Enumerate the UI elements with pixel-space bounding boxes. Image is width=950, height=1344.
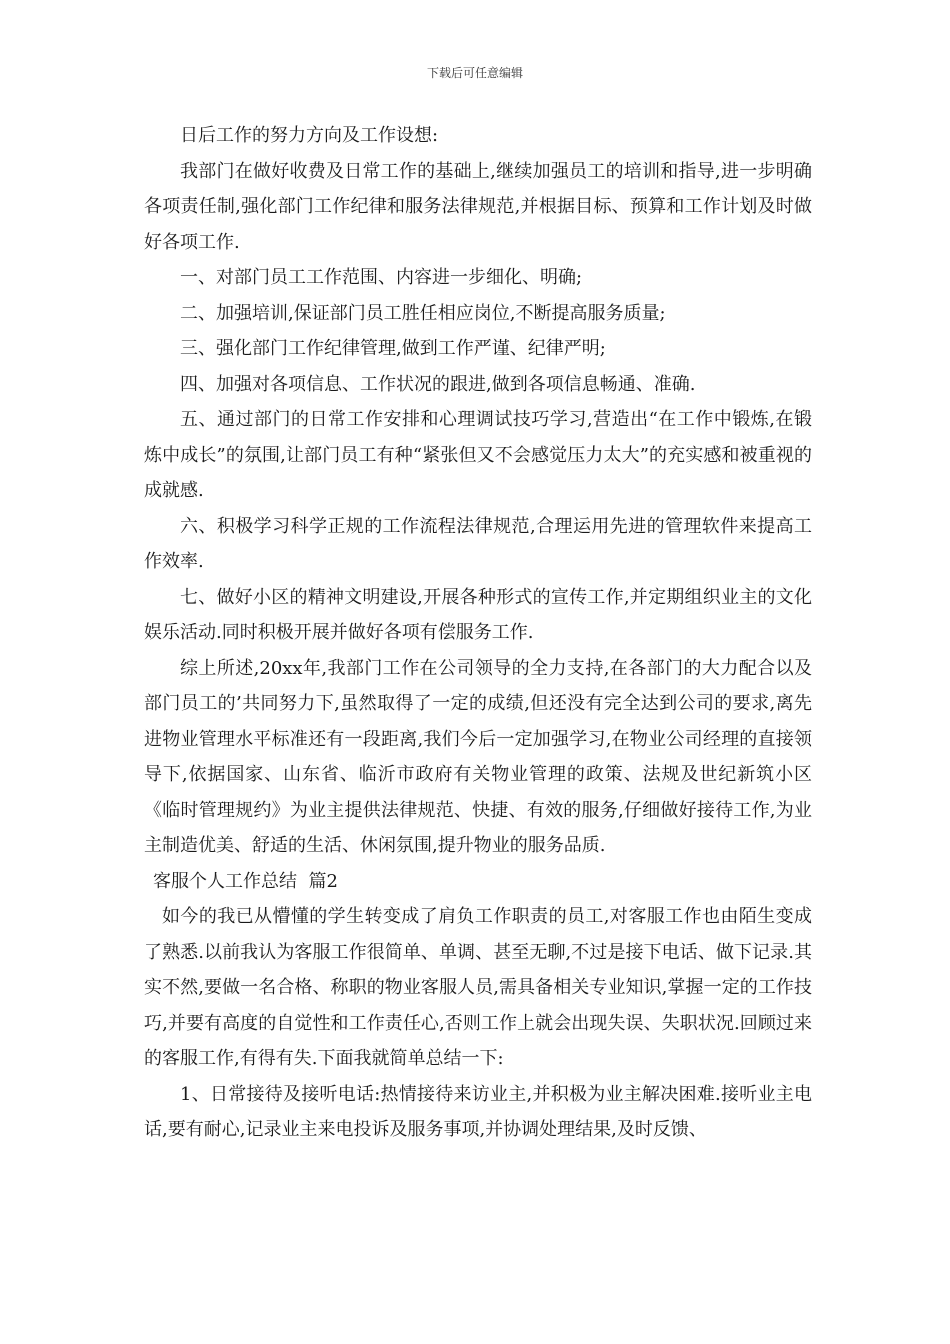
page-header: 下载后可任意编辑 — [426, 66, 523, 80]
paragraph: 1、日常接待及接听电话:热情接待来访业主,并积极为业主解决困难.接听业主电话,要有耐心,记录业主来电投诉及服务事项,并协调处理结果,及时反馈、 — [144, 1083, 812, 1140]
paragraph: 五、通过部门的日常工作安排和心理调试技巧学习,营造出“在工作中锻炼,在锻炼中成长”的氛围,让部门员工有种“紧张但又不会感觉压力太大”的充实感和被重视的成就感. — [144, 409, 812, 501]
paragraph: 六、积极学习科学正规的工作流程法律规范,合理运用先进的管理软件来提高工作效率. — [144, 515, 812, 572]
paragraph: 日后工作的努力方向及工作设想: — [180, 125, 439, 146]
document-body — [144, 118, 812, 1148]
section-title: 客服个人工作总结 篇2 — [153, 870, 338, 892]
paragraph: 综上所述,20xx年,我部门工作在公司领导的全力支持,在各部门的大力配合以及部门员工的’共同努力下,虽然取得了一定的成绩,但还没有完全达到公司的要求,离先进物业管理水平标准还有一段距离,我们今后一定加强学习,在物业公司经理的直接领导下,依据国家、山东省、临沂市政府有关物业管理的政策、法规及世纪新筑小区《临时管理规约》为业主提供法律规范、快捷、有效的服务,仔细做好接待工作,为业主制造优美、舒适的生活、休闲氛围,提升物业的服务品质. — [144, 657, 812, 856]
paragraph: 如今的我已从懵懂的学生转变成了肩负工作职责的员工,对客服工作也由陌生变成了熟悉.以前我认为客服工作很简单、单调、甚至无聊,不过是接下电话、做下记录.其实不然,要做一名合格、称职的物业客服人员,需具备相关专业知识,掌握一定的工作技巧,并要有高度的自觉性和工作责任心,否则工作上就会出现失误、失职状况.回顾过来的客服工作,有得有失.下面我就简单总结一下: — [144, 906, 812, 1069]
paragraph: 二、加强培训,保证部门员工胜任相应岗位,不断提高服务质量; — [180, 302, 666, 324]
paragraph: 七、做好小区的精神文明建设,开展各种形式的宣传工作,并定期组织业主的文化娱乐活动.同时积极开展并做好各项有偿服务工作. — [144, 586, 812, 643]
paragraph: 四、加强对各项信息、工作状况的跟进,做到各项信息畅通、准确. — [180, 373, 696, 395]
paragraph: 我部门在做好收费及日常工作的基础上,继续加强员工的培训和指导,进一步明确各项责任制,强化部门工作纪律和服务法律规范,并根据目标、预算和工作计划及时做好各项工作. — [144, 160, 812, 253]
paragraph: 三、强化部门工作纪律管理,做到工作严谨、纪律严明; — [180, 338, 606, 359]
paragraph: 一、对部门员工工作范围、内容进一步细化、明确; — [180, 267, 583, 288]
